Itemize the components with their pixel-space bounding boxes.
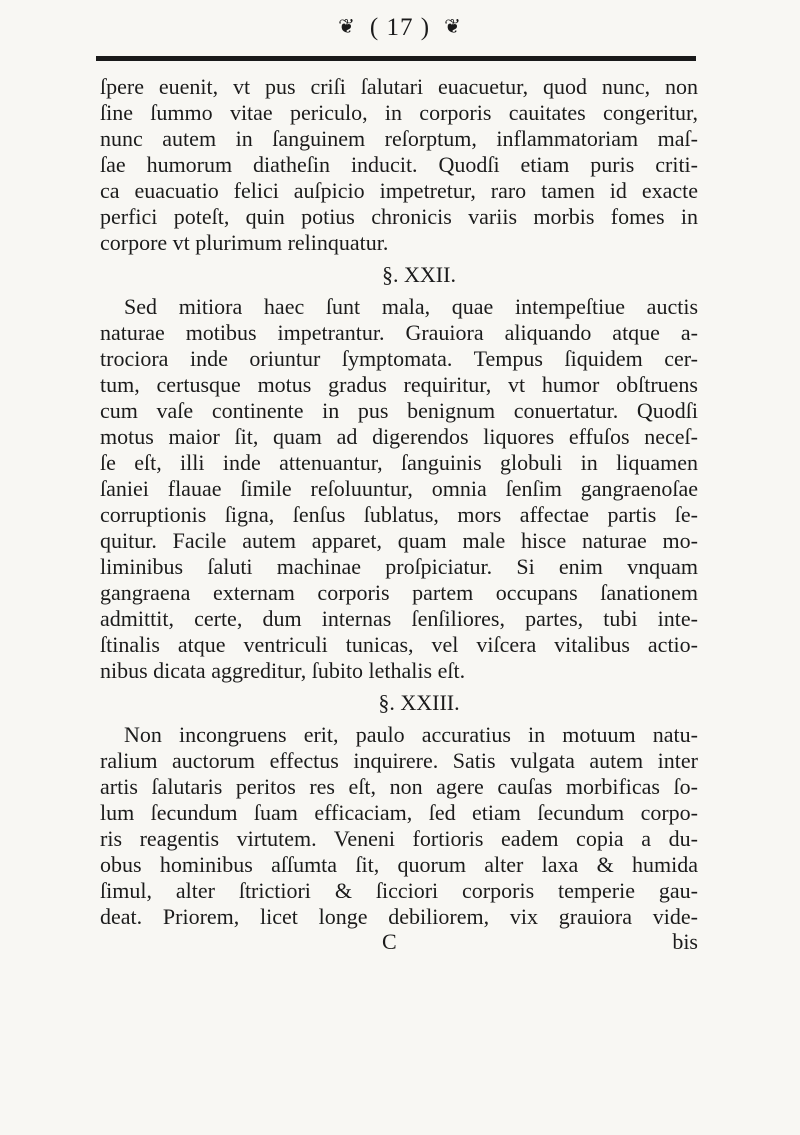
section-22-paragraph xyxy=(100,294,698,684)
text-line: quitur. Facile autem apparet, quam male hisce naturae mo- xyxy=(100,528,698,553)
text-line: ris reagentis virtutem. Veneni fortioris eadem copia a du- xyxy=(100,826,698,851)
opening-paragraph xyxy=(100,74,698,256)
text-line: trociora inde oriuntur ſymptomata. Tempus ſiquidem cer- xyxy=(100,346,698,371)
text-line: ca euacuatio felici auſpicio impetretur, raro tamen id exacte xyxy=(100,178,698,203)
catchword: bis xyxy=(672,929,698,954)
text-line: Sed mitiora haec ſunt mala, quae intempeſtiue auctis xyxy=(124,294,698,319)
text-line: liminibus ſaluti machinae proſpiciatur. Si enim vnquam xyxy=(100,554,698,579)
right-ornament-icon: ❦ xyxy=(444,16,462,38)
text-line: corruptionis ſigna, ſenſus ſublatus, mors affectae partis ſe- xyxy=(100,502,698,527)
text-line: lum ſecundum ſuam efficaciam, ſed etiam ſecundum corpo- xyxy=(100,800,698,825)
text-line: ſine ſummo vitae periculo, in corporis cauitates congeritur, xyxy=(100,100,698,125)
section-heading-22: §. XXII. xyxy=(382,262,456,287)
text-line: cum vaſe continente in pus benignum conuertatur. Quodſi xyxy=(100,398,698,423)
page-number: ( 17 ) xyxy=(369,14,431,41)
text-line: perfici poteſt, quin potius chronicis variis morbis fomes in xyxy=(100,204,698,229)
text-line: ſaniei flauae ſimile reſoluuntur, omnia ſenſim gangraenoſae xyxy=(100,476,698,501)
text-line: tum, certusque motus gradus requiritur, vt humor obſtruens xyxy=(100,372,698,397)
text-line: ſimul, alter ſtrictiori & ſicciori corporis temperie gau- xyxy=(100,878,698,903)
text-line: nunc autem in ſanguinem reſorptum, inflammatoriam maſ- xyxy=(100,126,698,151)
text-line: gangraena externam corporis partem occupans ſanationem xyxy=(100,580,698,605)
text-line: admittit, certe, dum internas ſenſiliores, partes, tubi inte- xyxy=(100,606,698,631)
text-line: ſe eſt, illi inde attenuantur, ſanguinis globuli in liquamen xyxy=(100,450,698,475)
text-line: nibus dicata aggreditur, ſubito lethalis eſt. xyxy=(100,658,466,683)
text-line: corpore vt plurimum relinquatur. xyxy=(100,230,389,255)
text-line: ſtinalis atque ventriculi tunicas, vel viſcera vitalibus actio- xyxy=(100,632,698,657)
text-line: Non incongruens erit, paulo accuratius in motuum natu- xyxy=(124,722,698,747)
header-rule xyxy=(96,56,696,61)
section-23-paragraph xyxy=(100,722,698,930)
text-line: motus maior ſit, quam ad digerendos liquores effuſos neceſ- xyxy=(100,424,698,449)
page-header xyxy=(0,14,800,42)
text-line: artis ſalutaris peritos res eſt, non agere cauſas morbificas ſo- xyxy=(100,774,698,799)
left-ornament-icon: ❦ xyxy=(338,16,356,38)
text-line: ralium auctorum effectus inquirere. Satis vulgata autem inter xyxy=(100,748,698,773)
text-line: obus hominibus aſſumta ſit, quorum alter laxa & humida xyxy=(100,852,698,877)
text-line: deat. Priorem, licet longe debiliorem, vix grauiora vide- xyxy=(100,904,698,929)
text-line: naturae motibus impetrantur. Grauiora aliquando atque a- xyxy=(100,320,698,345)
body-text xyxy=(100,74,698,954)
text-line: ſae humorum diatheſin inducit. Quodſi etiam puris criti- xyxy=(100,152,698,177)
page-footer xyxy=(100,930,698,954)
text-line: ſpere euenit, vt pus criſi ſalutari euacuetur, quod nunc, non xyxy=(100,74,698,99)
signature-mark: C xyxy=(382,929,397,954)
section-heading-23: §. XXIII. xyxy=(378,690,460,715)
